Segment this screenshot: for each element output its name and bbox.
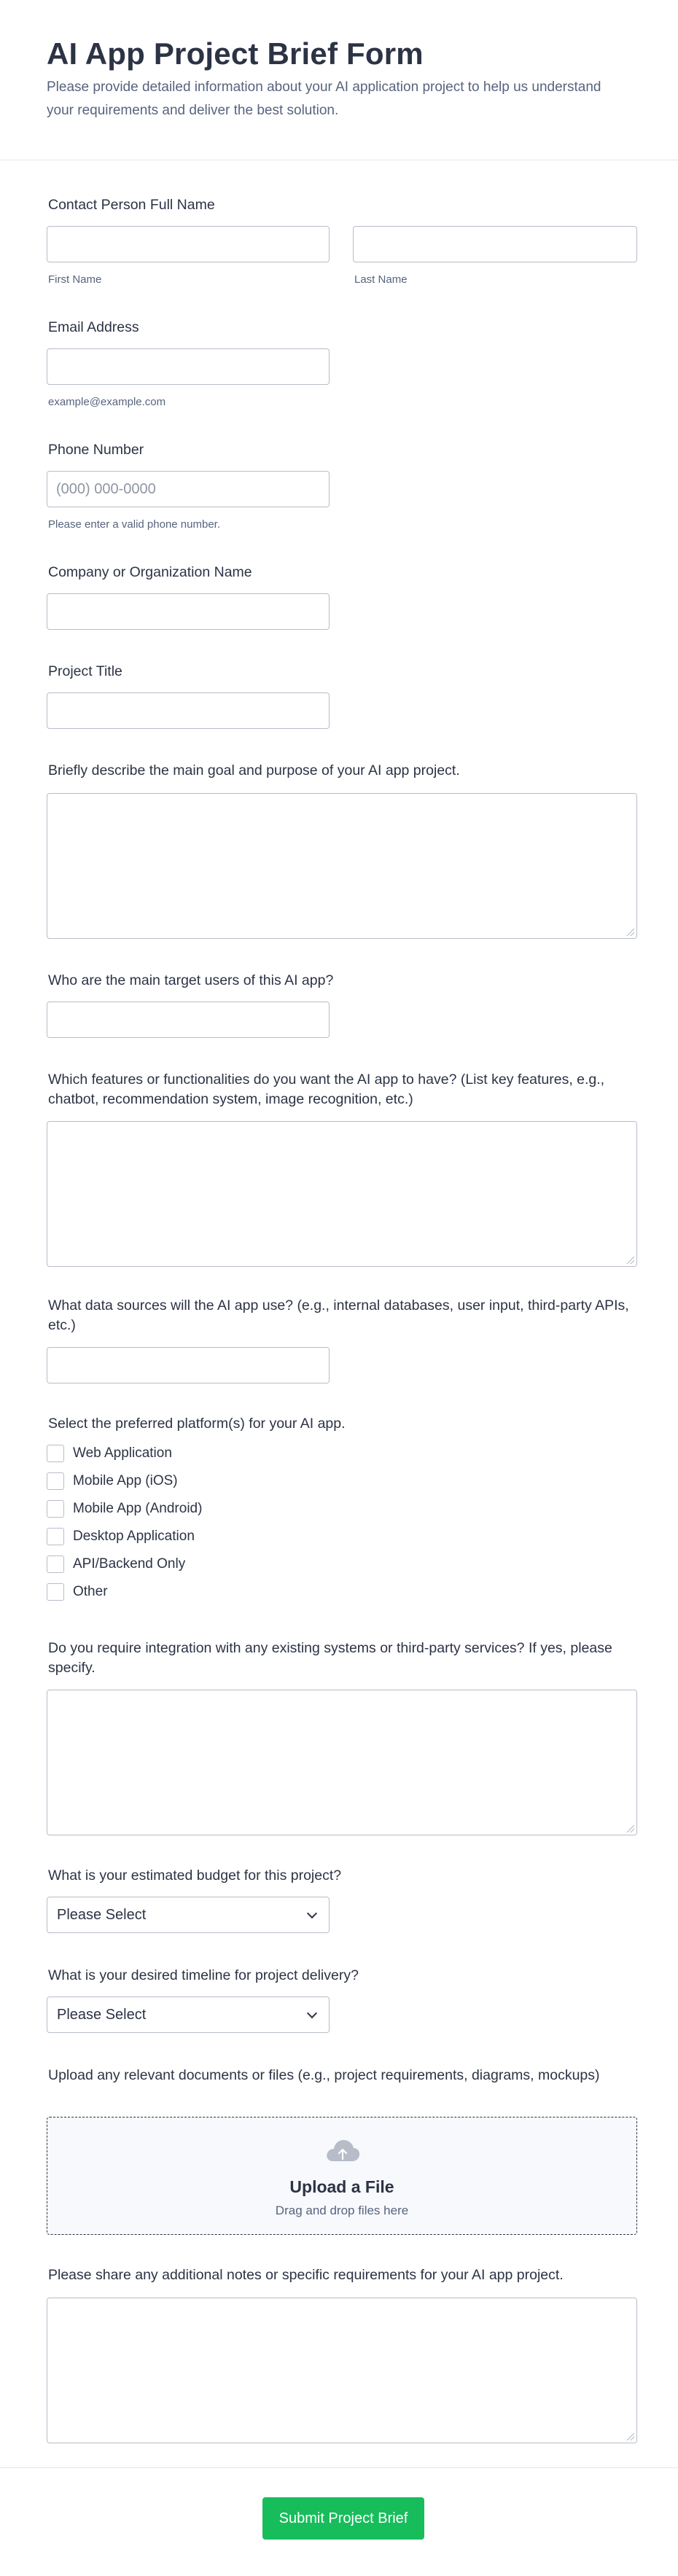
- form-title: AI App Project Brief Form: [47, 36, 424, 71]
- goal-field: [47, 761, 637, 943]
- features-label: Which features or functionalities do you want the AI app to have? (List key features, e.g., chatbot, recommendation system, image recognition, etc.): [48, 1072, 605, 1107]
- timeline-field: [47, 1966, 637, 2039]
- timeline-select-value: Please Select: [57, 2007, 147, 2023]
- phone-sublabel: Please enter a valid phone number.: [48, 518, 220, 531]
- platforms-label: Select the preferred platform(s) for your AI app.: [48, 1416, 346, 1432]
- integration-label: Do you require integration with any existing systems or third-party services? If yes, please specify.: [48, 1640, 612, 1676]
- checkbox-label: Mobile App (Android): [73, 1501, 203, 1516]
- goal-label: Briefly describe the main goal and purpose of your AI app project.: [48, 762, 460, 778]
- platform-option-web[interactable]: [47, 1445, 411, 1464]
- cloud-upload-icon: [324, 2136, 361, 2166]
- checkbox-label: Desktop Application: [73, 1529, 195, 1544]
- email-sublabel: example@example.com: [48, 396, 166, 408]
- form-footer: [0, 2467, 678, 2576]
- data-sources-field: [47, 1296, 637, 1387]
- target-users-label: Who are the main target users of this AI app?: [48, 972, 334, 988]
- budget-select-value: Please Select: [57, 1907, 147, 1923]
- platforms-field: [47, 1414, 637, 1604]
- target-users-input[interactable]: [47, 1002, 330, 1038]
- timeline-select[interactable]: [47, 1997, 330, 2033]
- budget-field: [47, 1866, 637, 1939]
- file-dropzone[interactable]: [47, 2117, 637, 2235]
- checkbox-label: Mobile App (iOS): [73, 1473, 178, 1488]
- checkbox[interactable]: [47, 1472, 64, 1490]
- phone-label: Phone Number: [48, 442, 144, 458]
- notes-textarea[interactable]: [47, 2298, 637, 2443]
- platform-option-api[interactable]: [47, 1556, 411, 1574]
- resize-handle-icon[interactable]: [627, 2433, 634, 2440]
- project-title-field: [47, 662, 637, 735]
- checkbox-label: Other: [73, 1584, 108, 1599]
- features-field: [47, 1070, 637, 1267]
- upload-label: Upload any relevant documents or files (e.g., project requirements, diagrams, mockups): [48, 2067, 600, 2083]
- email-input[interactable]: [47, 348, 330, 385]
- phone-field: [47, 440, 637, 535]
- checkbox[interactable]: [47, 1583, 64, 1601]
- checkbox[interactable]: [47, 1500, 64, 1518]
- chevron-down-icon: [307, 2008, 317, 2018]
- email-label: Email Address: [48, 319, 139, 335]
- checkbox[interactable]: [47, 1556, 64, 1573]
- upload-hint: Drag and drop files here: [275, 2204, 409, 2217]
- data-sources-input[interactable]: [47, 1347, 330, 1383]
- platform-option-ios[interactable]: [47, 1472, 411, 1491]
- checkbox[interactable]: [47, 1528, 64, 1545]
- integration-textarea[interactable]: [47, 1690, 637, 1835]
- integration-field: [47, 1639, 637, 1837]
- resize-handle-icon[interactable]: [627, 929, 634, 936]
- checkbox-label: API/Backend Only: [73, 1556, 186, 1572]
- company-label: Company or Organization Name: [48, 564, 252, 580]
- chevron-down-icon: [307, 1908, 317, 1919]
- resize-handle-icon[interactable]: [627, 1257, 634, 1264]
- company-input[interactable]: [47, 593, 330, 630]
- notes-label: Please share any additional notes or specific requirements for your AI app project.: [48, 2267, 564, 2283]
- budget-select[interactable]: [47, 1897, 330, 1933]
- budget-label: What is your estimated budget for this project?: [48, 1867, 342, 1884]
- upload-field: [47, 2066, 637, 2238]
- form-header: [0, 0, 678, 160]
- submit-button[interactable]: Submit Project Brief: [262, 2497, 424, 2540]
- project-title-label: Project Title: [48, 663, 122, 679]
- checkbox-label: Web Application: [73, 1445, 172, 1461]
- phone-input[interactable]: [47, 471, 330, 507]
- platform-option-other[interactable]: [47, 1583, 411, 1602]
- contact-name-label: Contact Person Full Name: [48, 197, 215, 213]
- first-name-input[interactable]: [47, 226, 330, 262]
- goal-textarea[interactable]: [47, 793, 637, 939]
- checkbox[interactable]: [47, 1445, 64, 1462]
- platform-option-android[interactable]: [47, 1500, 411, 1519]
- form-subtitle: Please provide detailed information about your AI application project to help us understand your requirements and deliver the best solution.: [47, 79, 601, 118]
- company-field: [47, 563, 637, 636]
- contact-name-field: [47, 195, 637, 290]
- notes-field: [47, 2265, 637, 2448]
- upload-title: Upload a File: [289, 2177, 394, 2196]
- target-users-field: [47, 971, 637, 1044]
- resize-handle-icon[interactable]: [627, 1825, 634, 1833]
- last-name-input[interactable]: [353, 226, 637, 262]
- project-title-input[interactable]: [47, 692, 330, 729]
- first-name-sublabel: First Name: [48, 273, 102, 286]
- last-name-sublabel: Last Name: [354, 273, 408, 286]
- features-textarea[interactable]: [47, 1121, 637, 1267]
- email-field: [47, 318, 637, 413]
- data-sources-label: What data sources will the AI app use? (e.g., internal databases, user input, third-party APIs, etc.): [48, 1297, 629, 1333]
- platform-option-desktop[interactable]: [47, 1528, 411, 1547]
- timeline-label: What is your desired timeline for project delivery?: [48, 1967, 359, 1983]
